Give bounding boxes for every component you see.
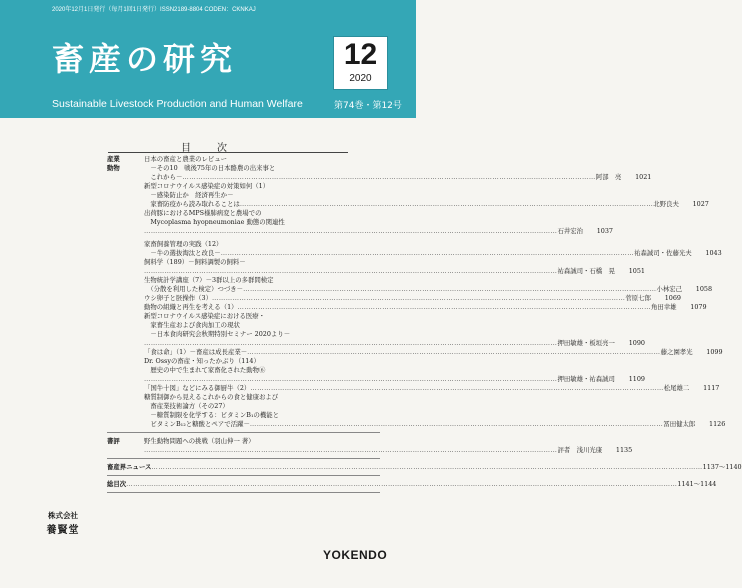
toc-entry (144, 294, 681, 303)
publisher-type: 株式会社 (48, 511, 78, 520)
bottom-entry-title: 畜産界ニュース (107, 463, 152, 471)
section-divider (107, 475, 380, 476)
section-divider (107, 458, 380, 459)
entry-author: 押田敏雄・祐森誠司 (557, 375, 615, 383)
toc-rule (108, 152, 348, 153)
entry-author: 祐森誠司・石橋 晃 (557, 267, 615, 275)
section-label-line: 動物 (107, 164, 120, 172)
toc-entry (144, 227, 613, 236)
toc-entry (144, 155, 380, 164)
toc-bottom-entry (107, 480, 717, 489)
section-label-line: 産業 (107, 155, 120, 163)
entry-page: 1135 (615, 446, 633, 454)
entry-title: 「国牛十図」などにみる御厨牛（2） (144, 384, 251, 392)
toc-entry (144, 375, 645, 384)
leader-dots: …………………………………………………………………………………………………………………………………………………………………………………………………………………… (126, 480, 678, 488)
entry-page: 1021 (635, 173, 652, 181)
toc-entry (144, 402, 380, 411)
leader-dots: ……………………………………………………………………………………………………………………………………………………………… (144, 446, 558, 454)
entry-title: 飼料学（189）－飼料調製の飼料－ (144, 258, 246, 266)
leader-dots: ……………………………………………………………………………………………………………………………………………………………… (211, 294, 626, 302)
leader-dots: ……………………………………………………………………………………………………………………………………………………………… (243, 285, 657, 293)
toc-entry (144, 200, 709, 209)
issue-box (333, 36, 388, 90)
entry-title: Mycoplasma hyopneumoniae 動態の関連性 (144, 218, 285, 226)
entry-title: －牛の選抜淘汰と改良－ (144, 249, 221, 257)
entry-title: ウシ卵子と胚操作（3） (144, 294, 212, 302)
leader-dots: ……………………………………………………………………………………………………………………………………………………………… (237, 303, 651, 311)
toc-entry (144, 312, 380, 321)
volume-label: 第74巻・第12号 (334, 101, 402, 111)
leader-dots: ……………………………………………………………………………………………………………………………………………………………… (144, 375, 558, 383)
leader-dots: ……………………………………………………………………………………………………………………………………………………………… (220, 249, 635, 257)
publisher-logo: YOKENDO (323, 548, 388, 562)
toc-entry (144, 321, 380, 330)
issue-year: 2020 (349, 73, 372, 84)
toc-entry (144, 285, 713, 294)
toc-entry (144, 240, 380, 249)
entry-title: 新型コロナウイルス感染症における医療・ (144, 312, 266, 320)
entry-title: 動物の組織と再生を考える（1） (144, 303, 238, 311)
entry-page: 1069 (664, 294, 681, 302)
entry-title: 畜産業技術論方（その27） (144, 402, 229, 410)
entry-title: 新型コロナウイルス感染症の対策如何（1） (144, 182, 270, 190)
entry-author: 祐森誠司・佐藤光夫 (634, 249, 692, 257)
entry-title: （分散を利用した検定）つづき－ (144, 285, 244, 293)
entry-page: 1051 (628, 267, 645, 275)
journal-subtitle: Sustainable Livestock Production and Human Welfare (52, 98, 303, 110)
section-label (107, 155, 120, 173)
entry-title: 家畜防疫から読み取れることは (144, 200, 240, 208)
toc-entry (144, 209, 380, 218)
toc-heading: 目 次 (181, 143, 235, 154)
toc-entry (144, 420, 726, 429)
entry-page: 1037 (596, 227, 613, 235)
toc-entry (144, 164, 380, 173)
publisher (38, 510, 88, 536)
leader-dots: ……………………………………………………………………………………………………………………………………………………………… (144, 267, 558, 275)
toc-entry (144, 191, 380, 200)
entry-page: 1126 (709, 420, 726, 428)
toc-entry (144, 330, 380, 339)
toc-bottom-entry (107, 463, 742, 472)
entry-page: 1099 (706, 348, 723, 356)
publication-info: 2020年12月1日発行（毎月1回1日発行）ISSN2189-8804 CODEN：CKNKAJ (52, 7, 256, 13)
entry-author: 評者 浅川光康 (557, 446, 603, 454)
entry-title: －その10 戦後75年の日本酪農の出来事と (144, 164, 276, 172)
bottom-entry-pages: 1141～1144 (677, 480, 717, 488)
bottom-entry-pages: 1137～1140 (702, 463, 742, 471)
toc-entry (144, 303, 707, 312)
section-label-line: 書評 (107, 437, 120, 445)
entry-title: 家畜飼養管理の実践（12） (144, 240, 223, 248)
leader-dots: ……………………………………………………………………………………………………………………………………………………………… (144, 339, 558, 347)
toc-entry (144, 249, 722, 258)
entry-author: 阿部 亮 (595, 173, 622, 181)
entry-title: Dr. Ossyの畜産・知ったかぶり（114） (144, 357, 260, 365)
entry-author: 藤之園孝光 (660, 348, 693, 356)
toc-entry (144, 437, 380, 446)
section-label (107, 437, 120, 446)
entry-title: 家畜生産および食肉加工の現状 (144, 321, 240, 329)
entry-author: 松尾雄二 (663, 384, 690, 392)
entry-author: 冨田健太郎 (663, 420, 696, 428)
entry-title: －糖質制限を化学する：ビタミンB₁の機能と (144, 411, 280, 419)
entry-page: 1058 (695, 285, 713, 293)
entry-title: 「食は命」（1）－畜産は成長産業－ (144, 348, 248, 356)
bottom-entry-title: 総目次 (107, 480, 127, 488)
entry-author: 菅原七郎 (625, 294, 651, 302)
entry-page: 1090 (628, 339, 645, 347)
toc-entry (144, 411, 380, 420)
toc-entry (144, 267, 645, 276)
entry-page: 1117 (703, 384, 720, 392)
entry-title: これから－ (144, 173, 183, 181)
entry-title: 歴史の中で生まれて家畜化された動物⑥ (144, 366, 266, 374)
entry-page: 1109 (628, 375, 645, 383)
publisher-name: 養賢堂 (46, 525, 80, 536)
section-divider (107, 432, 380, 433)
leader-dots: …………………………………………………………………………………………………………………………………………………………………………………………………………………… (151, 463, 703, 471)
toc-entry (144, 173, 652, 182)
leader-dots: ……………………………………………………………………………………………………………………………………………………………… (239, 200, 654, 208)
entry-title: ビタミンB₁₂と糖酸とペアで活躍－ (144, 420, 250, 428)
toc-entry (144, 357, 380, 366)
toc-entry (144, 393, 380, 402)
toc-entry (144, 339, 645, 348)
entry-title: －日本食肉研究会秋期特別セミナー 2020より－ (144, 330, 291, 338)
entry-title: 糖質制御から見えるこれからの食と健康および (144, 393, 279, 401)
entry-author: 押田敏雄・板垣亮一 (557, 339, 615, 347)
journal-title: 畜産の研究 (52, 40, 238, 78)
entry-title: 出荷豚におけるMPS様肺病変と農場での (144, 209, 262, 217)
section-divider (107, 492, 380, 493)
leader-dots: ……………………………………………………………………………………………………………………………………………………………… (247, 348, 661, 356)
leader-dots: ……………………………………………………………………………………………………………………………………………………………… (250, 384, 664, 392)
leader-dots: ……………………………………………………………………………………………………………………………………………………………… (249, 420, 664, 428)
toc-entry (144, 366, 380, 375)
entry-page: 1043 (705, 249, 722, 257)
entry-page: 1079 (690, 303, 707, 311)
toc-entry (144, 182, 380, 191)
toc-entry (144, 348, 723, 357)
toc-entry (144, 384, 720, 393)
toc-entry (144, 258, 380, 267)
entry-title: －感染防止か 経済再生か－ (144, 191, 234, 199)
entry-title: 生物統計学講座（7）－3群以上の多群間検定 (144, 276, 274, 284)
entry-author: 角田幸雄 (650, 303, 677, 311)
leader-dots: ……………………………………………………………………………………………………………………………………………………………… (144, 227, 558, 235)
toc-entry (144, 218, 380, 227)
issue-number: 12 (343, 38, 378, 71)
entry-title: 野生動物問題への挑戦（羽山伸一 著） (144, 437, 255, 445)
entry-title: 日本の畜産と農業のレビュー (144, 155, 228, 163)
toc-entry (144, 446, 633, 455)
toc-entry (144, 276, 380, 285)
entry-author: 石井宏治 (557, 227, 583, 235)
entry-page: 1027 (692, 200, 709, 208)
entry-author: 北野良夫 (653, 200, 679, 208)
entry-author: 小林宏己 (656, 285, 683, 293)
leader-dots: ……………………………………………………………………………………………………………………………………………………………… (182, 173, 596, 181)
